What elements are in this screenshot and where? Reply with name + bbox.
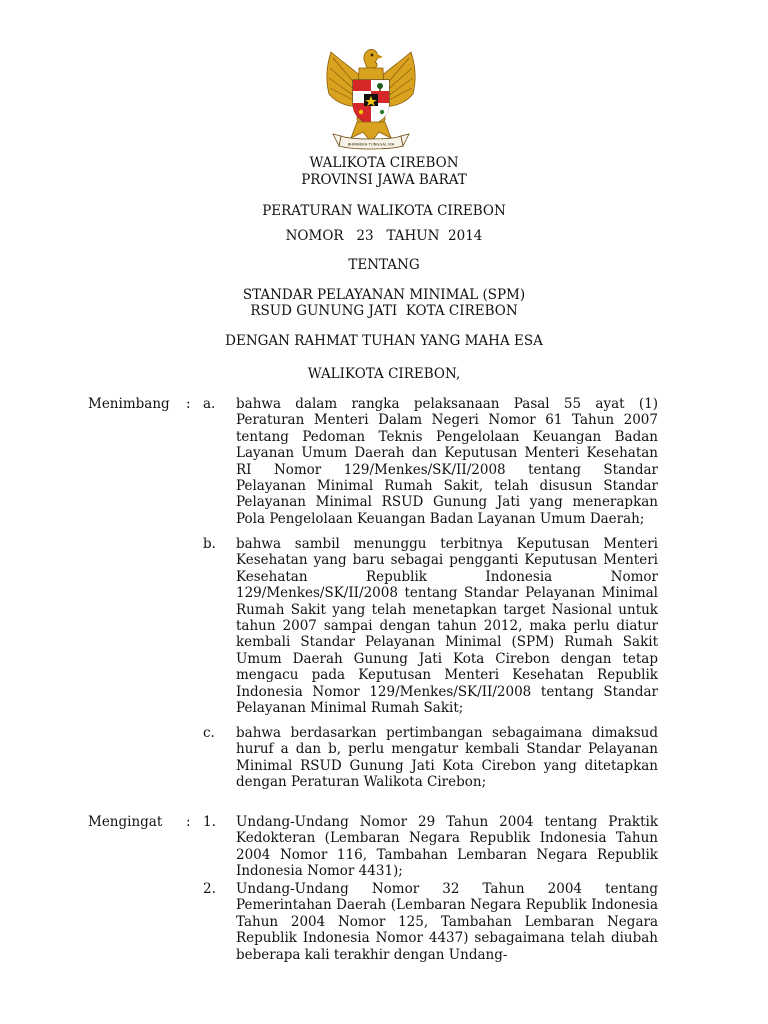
regulation-number: NOMOR 23 TAHUN 2014 — [285, 228, 483, 244]
menimbang-item-c: bahwa berdasarkan pertimbangan sebagaimana dimaksud huruf a dan b, perlu mengatur kembali Standar Pelayanan Minimal RSUD Gunung Jati Kota Cirebon yang ditetapkan dengan Peraturan Walikota Cirebon; — [236, 725, 658, 791]
garuda-pancasila-emblem-icon — [317, 42, 425, 154]
authority-line-2: PROVINSI JAWA BARAT — [301, 172, 467, 188]
emblem-motto: BHINNEKA TUNGGAL IKA — [347, 141, 395, 147]
menimbang-label: Menimbang — [88, 396, 170, 412]
preamble: DENGAN RAHMAT TUHAN YANG MAHA ESA — [225, 333, 543, 349]
regulation-title: PERATURAN WALIKOTA CIREBON — [262, 203, 506, 219]
subject-line-2: RSUD GUNUNG JATI KOTA CIREBON — [250, 303, 518, 319]
menimbang-marker-c: c. — [203, 725, 215, 741]
menimbang-marker-a: a. — [203, 396, 216, 412]
mengingat-label: Mengingat — [88, 814, 163, 830]
menimbang-item-a: bahwa dalam rangka pelaksanaan Pasal 55 ayat (1) Peraturan Menteri Dalam Negeri Nomor 61 Tahun 2007 tentang Pedoman Teknis Pengelolaan Keuangan Badan Layanan Umum Daerah dan Keputusan Menteri Kesehatan RI Nomor 129/Menkes/SK/II/2008 tentang Standar Pelayanan Minimal Rumah Sakit, telah disusun Standar Pelayanan Minimal RSUD Gunung Jati yang menerapkan Pola Pengelolaan Keuangan Badan Layanan Umum Daerah; — [236, 396, 658, 527]
subject-line-1: STANDAR PELAYANAN MINIMAL (SPM) — [242, 287, 526, 303]
mengingat-marker-2: 2. — [203, 881, 216, 897]
menimbang-marker-b: b. — [203, 536, 216, 552]
menimbang-item-b: bahwa sambil menunggu terbitnya Keputusan Menteri Kesehatan yang baru sebagai pengganti Keputusan Menteri Kesehatan Republik Indonesia Nomor 129/Menkes/SK/II/2008 tentang Standar Pelayanan Minimal Rumah Sakit yang telah menetapkan target Nasional untuk tahun 2007 sampai dengan tahun 2012, maka perlu diatur kembali Standar Pelayanan Minimal (SPM) Rumah Sakit Umum Daerah Gunung Jati Kota Cirebon dengan tetap mengacu pada Keputusan Menteri Kesehatan Republik Indonesia Nomor 129/Menkes/SK/II/2008 tentang Standar Pelayanan Minimal Rumah Sakit; — [236, 536, 658, 717]
about-label: TENTANG — [348, 257, 420, 273]
authority-line-1: WALIKOTA CIREBON — [309, 155, 459, 171]
mengingat-colon: : — [186, 814, 191, 830]
mengingat-item-2: Undang-Undang Nomor 32 Tahun 2004 tentang Pemerintahan Daerah (Lembaran Negara Republik Indonesia Tahun 2004 Nomor 125, Tambahan Lembaran Negara Republik Indonesia Nomor 4437) sebagaimana telah diubah beberapa kali terakhir dengan Undang- — [236, 881, 658, 963]
menimbang-colon: : — [186, 396, 191, 412]
issuer: WALIKOTA CIREBON, — [307, 366, 461, 382]
mengingat-item-1: Undang-Undang Nomor 29 Tahun 2004 tentang Praktik Kedokteran (Lembaran Negara Republik Indonesia Tahun 2004 Nomor 116, Tambahan Lembaran Negara Republik Indonesia Nomor 4431); — [236, 814, 658, 880]
mengingat-marker-1: 1. — [203, 814, 216, 830]
